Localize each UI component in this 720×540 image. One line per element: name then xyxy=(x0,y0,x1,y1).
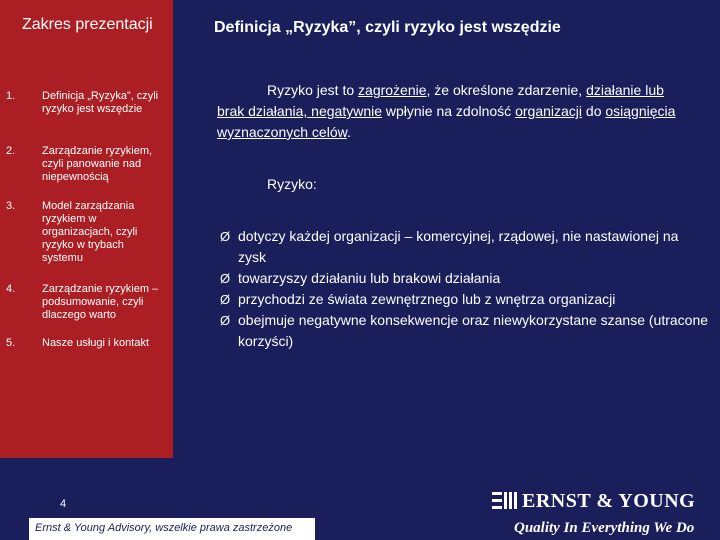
ey-logo-icon xyxy=(492,490,518,512)
list-item xyxy=(220,310,710,352)
toc-label: Definicja „Ryzyka”, czyli ryzyko jest wszędzie xyxy=(42,90,159,115)
logo-wordmark: ERNST & YOUNG xyxy=(522,489,696,512)
toc-number: 2. xyxy=(6,145,16,157)
company-logo xyxy=(492,488,712,514)
list-item xyxy=(220,289,710,310)
definition-term: osiągnięcia wyznaczonych celów xyxy=(217,103,676,140)
content-panel xyxy=(173,0,720,458)
definition-text: do xyxy=(582,103,606,119)
page-number: 4 xyxy=(60,498,67,510)
slide-title: Definicja „Ryzyka”, czyli ryzyko jest wszędzie xyxy=(214,19,561,36)
toc-label: Nasze usługi i kontakt xyxy=(42,337,149,349)
risk-bullet-list xyxy=(220,226,710,352)
definition-text: . xyxy=(346,124,351,140)
toc-number: 5. xyxy=(6,337,16,349)
toc-label: Model zarządzania ryzykiem w organizacjach, czyli ryzyko w trybach systemu xyxy=(42,200,138,264)
definition-term: zagrożenie xyxy=(358,82,427,98)
toc-number: 1. xyxy=(6,90,16,102)
toc-item-1 xyxy=(6,90,166,116)
bullet-text: dotyczy każdej organizacji – komercyjnej, rządowej, nie nastawionej na zysk xyxy=(238,228,679,265)
toc-label: Zarządzanie ryzykiem – podsumowanie, czyli dlaczego warto xyxy=(42,283,159,321)
toc-item-4 xyxy=(6,283,166,322)
risk-definition xyxy=(217,80,687,143)
toc-item-3 xyxy=(6,200,166,265)
sidebar-title: Zakres prezentacji xyxy=(22,16,153,33)
bullet-text: towarzyszy działaniu lub brakowi działania xyxy=(238,270,501,286)
toc-number: 4. xyxy=(6,283,16,295)
definition-text: , że określone zdarzenie, xyxy=(426,82,587,98)
arrow-bullet-icon: Ø xyxy=(220,292,231,307)
definition-term: negatywnie xyxy=(311,103,382,119)
toc-item-5 xyxy=(6,337,166,350)
risk-subheading: Ryzyko: xyxy=(267,176,317,192)
copyright-text: Ernst & Young Advisory, wszelkie prawa zastrzeżone xyxy=(35,522,293,534)
list-item xyxy=(220,226,710,268)
tagline: Quality In Everything We Do xyxy=(514,520,695,536)
toc-label: Zarządzanie ryzykiem, czyli panowanie nad niepewnością xyxy=(42,145,153,183)
list-item xyxy=(220,268,710,289)
toc-item-2 xyxy=(6,145,166,184)
arrow-bullet-icon: Ø xyxy=(220,313,231,328)
definition-term: działanie lub brak działania, xyxy=(217,82,664,119)
definition-text: Ryzyko jest to xyxy=(267,82,359,98)
bullet-text: obejmuje negatywne konsekwencje oraz niewykorzystane szanse (utracone korzyści) xyxy=(238,312,709,349)
toc-number: 3. xyxy=(6,200,16,212)
definition-term: organizacji xyxy=(515,103,583,119)
bullet-text: przychodzi ze świata zewnętrznego lub z wnętrza organizacji xyxy=(238,291,616,307)
arrow-bullet-icon: Ø xyxy=(220,271,231,286)
definition-text: wpłynie na zdolność xyxy=(382,103,516,119)
arrow-bullet-icon: Ø xyxy=(220,229,231,244)
